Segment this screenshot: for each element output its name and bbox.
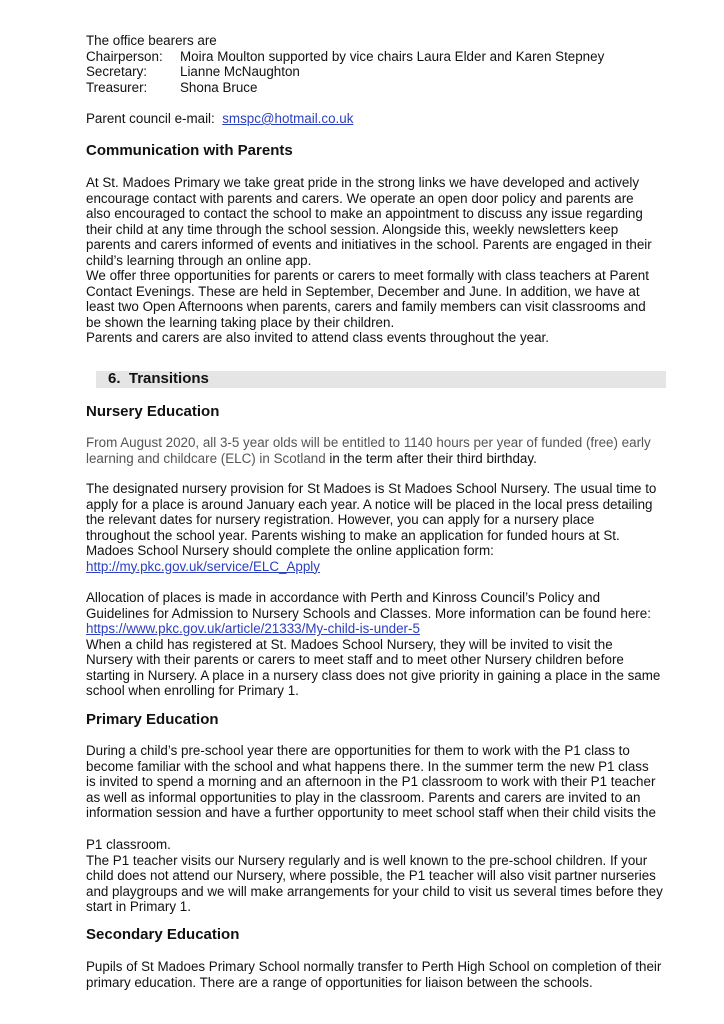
- text-line: From August 2020, all 3-5 year olds will be entitled to 1140 hours per year of funded (free) early: [86, 435, 651, 450]
- heading-secondary-education: Secondary Education: [86, 926, 240, 943]
- text-line: be shown the learning taking place by their children.: [86, 314, 395, 330]
- nursery-paragraph-1: [86, 435, 651, 466]
- text-line: The designated nursery provision for St Madoes is St Madoes School Nursery. The usual time to: [86, 481, 657, 496]
- parent-council-email-line: [86, 111, 353, 127]
- office-bearer-value: Shona Bruce: [180, 79, 258, 95]
- text-line: At St. Madoes Primary we take great pride in the strong links we have developed and actively: [86, 175, 640, 190]
- text-line: starting in Nursery. A place in a nursery class does not give priority in gaining a place in the same: [86, 667, 661, 683]
- text-line: parents and carers informed of events and initiatives in the school. Parents are engaged in their: [86, 237, 652, 252]
- text-line: school when enrolling for Primary 1.: [86, 683, 299, 698]
- text-line: Parents and carers are also invited to attend class events throughout the year.: [86, 330, 549, 345]
- office-bearer-value: Lianne McNaughton: [180, 64, 300, 79]
- text-line: least two Open Afternoons when parents, carers and family members can visit classrooms and: [86, 299, 646, 314]
- text-line-tail: in the term after their third birthday.: [325, 450, 537, 466]
- office-bearer-row-treasurer: [86, 80, 604, 96]
- text-line: child’s learning through an online app.: [86, 252, 312, 268]
- office-bearer-label: Treasurer:: [86, 79, 148, 95]
- heading-primary-education: Primary Education: [86, 711, 219, 728]
- text-line: The P1 teacher visits our Nursery regularly and is well known to the pre-school children. If your: [86, 852, 648, 868]
- section-number: 6.: [108, 370, 121, 387]
- office-bearer-label: Secretary:: [86, 64, 148, 79]
- office-bearers-block: [86, 33, 604, 95]
- primary-paragraph-1: [86, 743, 656, 821]
- office-bearer-label: Chairperson:: [86, 48, 163, 64]
- office-bearers-intro: The office bearers are: [86, 33, 217, 48]
- text-line: When a child has registered at St. Madoes School Nursery, they will be invited to visit the: [86, 636, 613, 652]
- email-link[interactable]: smspc@hotmail.co.uk: [222, 111, 354, 126]
- communication-paragraph: [86, 175, 652, 346]
- text-line: encourage contact with parents and carers. We operate an open door policy and parents are: [86, 190, 634, 206]
- nursery-paragraph-3: [86, 590, 660, 699]
- section-heading-transitions: [108, 370, 209, 388]
- office-bearer-value: Moira Moulton supported by vice chairs Laura Elder and Karen Stepney: [180, 48, 605, 64]
- text-line: child does not attend our Nursery, where possible, the P1 teacher will also visit partner nurseries: [86, 868, 656, 883]
- text-line: is invited to spend a morning and an afternoon in the P1 classroom to work with their P1 teacher: [86, 774, 656, 789]
- text-line: We offer three opportunities for parents or carers to meet formally with class teachers at Parent: [86, 268, 649, 283]
- elc-apply-link[interactable]: http://my.pkc.gov.uk/service/ELC_Apply: [86, 558, 320, 574]
- email-label: Parent council e-mail:: [86, 111, 215, 126]
- text-line: Madoes School Nursery should complete the online application form:: [86, 543, 494, 558]
- text-line: During a child’s pre-school year there are opportunities for them to work with the P1 class to: [86, 743, 630, 758]
- primary-paragraph-2: [86, 837, 663, 915]
- text-line: information session and have a further opportunity to meet school staff when their child visits the: [86, 805, 656, 820]
- pkc-under-5-link[interactable]: https://www.pkc.gov.uk/article/21333/My-child-is-under-5: [86, 621, 420, 636]
- office-bearer-row-secretary: [86, 64, 604, 80]
- text-line: P1 classroom.: [86, 837, 171, 852]
- secondary-paragraph: [86, 959, 661, 990]
- text-line: Contact Evenings. These are held in September, December and June. In addition, we have at: [86, 283, 640, 299]
- text-line: become familiar with the school and what happens there. In the summer term the new P1 class: [86, 758, 649, 774]
- text-line: learning and childcare (ELC) in Scotland: [86, 450, 326, 466]
- text-line: start in Primary 1.: [86, 899, 191, 914]
- text-line: also encouraged to contact the school to make an appointment to discuss any issue regarding: [86, 206, 643, 221]
- text-line: Guidelines for Admission to Nursery Schools and Classes. More information can be found here:: [86, 605, 651, 621]
- text-line: throughout the school year. Parents wishing to make an application for funded hours at St.: [86, 527, 620, 543]
- section-title: Transitions: [128, 370, 209, 387]
- heading-communication: Communication with Parents: [86, 142, 293, 159]
- heading-nursery-education: Nursery Education: [86, 403, 220, 420]
- text-line: primary education. There are a range of opportunities for liaison between the schools.: [86, 974, 593, 990]
- text-line: Nursery with their parents or carers to meet staff and to meet other Nursery children before: [86, 652, 624, 667]
- text-line: as well as informal opportunities to play in the classroom. Parents and carers are invited to an: [86, 789, 641, 805]
- text-line: Pupils of St Madoes Primary School normally transfer to Perth High School on completion of their: [86, 959, 662, 974]
- nursery-paragraph-2: [86, 481, 656, 574]
- text-line: and playgroups and we will make arrangements for your child to visit us several times before they: [86, 883, 663, 899]
- office-bearer-row-chair: [86, 49, 604, 65]
- text-line: their child at any time through the school session. Alongside this, weekly newsletters keep: [86, 221, 619, 237]
- text-line: apply for a place is around January each year. A notice will be placed in the local press detailing: [86, 496, 653, 512]
- text-line: the relevant dates for nursery registration. However, you can apply for a nursery place: [86, 512, 595, 527]
- text-line: Allocation of places is made in accordance with Perth and Kinross Council’s Policy and: [86, 590, 601, 605]
